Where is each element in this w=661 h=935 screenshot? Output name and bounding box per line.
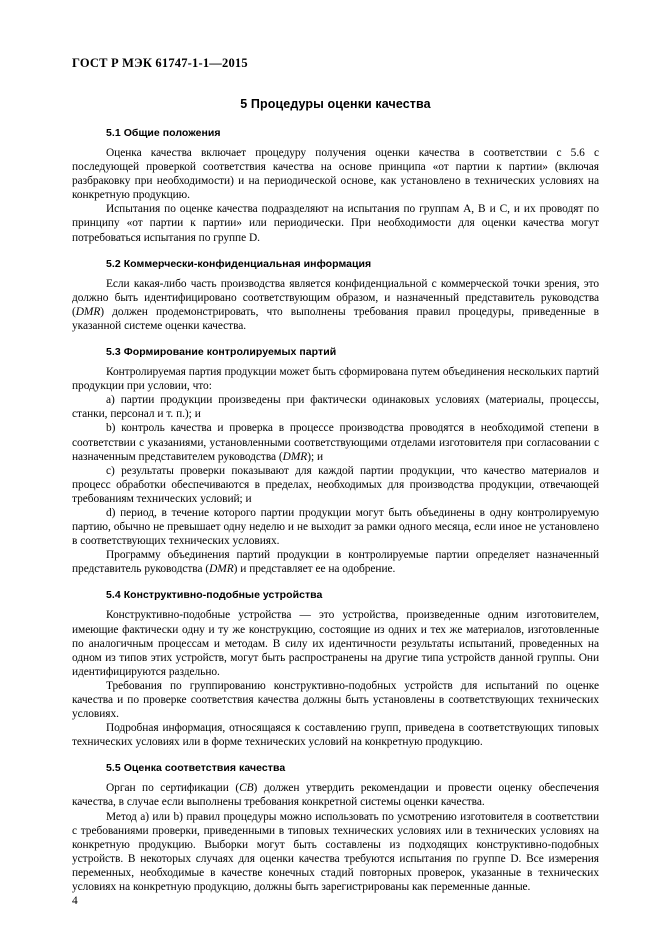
subsection-heading-5-2: 5.2 Коммерчески-конфиденциальная информация	[106, 257, 372, 270]
paragraph: Подробная информация, относящаяся к составлению групп, приведена в соответствующих типовых технических условиях или в форме технических условий на конкретную продукцию.	[72, 722, 599, 749]
paragraph: Требования по группированию конструктивно-подобных устройств для испытаний по оценке качества и по проверке соответствия качества должны быть установлены в соответствующих технических условиях.	[72, 679, 599, 721]
list-item: b) контроль качества и проверка в процессе производства проводятся в необходимой степени в соответствии с указаниями, установленными соответствующими отделами изготовителя при согласовании с назначенным представителем руководства (DMR); и	[72, 422, 599, 463]
paragraph: Оценка качества включает процедуру получения оценки качества в соответствии с 5.6 с последующей проверкой соответствия качества на основе принципа «от партии к партии» (включая разбраковку при необходимости) и на периодической основе, как установлено в технических условиях на конкретную продукцию.	[72, 147, 599, 202]
list-item: c) результаты проверки показывают для каждой партии продукции, что качество материалов и процесс обработки обеспечиваются в пределах, необходимых для производства продукции, отвечающей требованиям технических условий; и	[72, 464, 599, 505]
list-item: d) период, в течение которого партии продукции могут быть объединены в одну контролируемую партию, обычно не превышает одну неделю и не выходит за рамки одного месяца, если иное не установлено в соответствующих технических условиях.	[72, 506, 599, 548]
subsection-heading-5-1: 5.1 Общие положения	[106, 127, 221, 139]
paragraph: Конструктивно-подобные устройства — это устройства, произведенные одним изготовителем, имеющие фактически одну и ту же конструкцию, состоящие из одних и тех же материалов, изготовленные по аналогичным процессам и методам. В силу их идентичности результаты испытаний, проведенных на одном из типов этих устройств, могут быть распространены на другие типа устройств данной группы. Они идентифицируются раздельно.	[72, 609, 599, 678]
subsection-heading-5-3: 5.3 Формирование контролируемых партий	[106, 346, 337, 359]
subsection-heading-5-5: 5.5 Оценка соответствия качества	[106, 762, 286, 775]
page-title: 5 Процедуры оценки качества	[240, 97, 431, 111]
paragraph: Если какая-либо часть производства является конфиденциальной с коммерческой точки зрения, это должно быть идентифицировано соответствующим образом, и назначенный представитель руководства (DMR) должен продемонстрировать, что выполнены требования правил процедуры, приведенные в указанной системе оценки качества.	[72, 277, 599, 332]
page-number: 4	[72, 895, 78, 907]
paragraph: Метод a) или b) правил процедуры можно использовать по усмотрению изготовителя в соответствии с требованиями проверки, приведенными в типовых технических условиях или в технических условиях на конкретную продукцию. Выборки могут быть составлены из подходящих конструктивно-подобных устройств. В некоторых случаях для оценки качества требуются испытания по группе D. Все измерения переменных, необходимые в качестве конечных стадий повторных проверок, указанные в технических условиях на конкретную продукцию, должны быть зарегистрированы как переменные данные.	[72, 810, 599, 894]
paragraph: Программу объединения партий продукции в контролируемые партии определяет назначенный представитель руководства (DMR) и представляет ее на одобрение.	[72, 549, 599, 576]
paragraph: Контролируемая партия продукции может быть сформирована путем объединения нескольких партий продукции при условии, что:	[72, 366, 599, 393]
paragraph: Испытания по оценке качества подразделяют на испытания по группам А, В и С, и их проводят по принципу «от партии к партии» или периодически. При необходимости для оценки качества могут потребоваться испытания по группе D.	[72, 203, 599, 244]
paragraph: Орган по сертификации (CB) должен утвердить рекомендации и провести оценку обеспечения качества, в случае если выполнены требования конкретной системы оценки качества.	[72, 782, 600, 809]
document-header: ГОСТ Р МЭК 61747-1-1—2015	[72, 56, 248, 70]
list-item: a) партии продукции произведены при фактически одинаковых условиях (материалы, процессы, станки, персонал и т. п.); и	[72, 394, 599, 421]
subsection-heading-5-4: 5.4 Конструктивно-подобные устройства	[106, 589, 323, 602]
